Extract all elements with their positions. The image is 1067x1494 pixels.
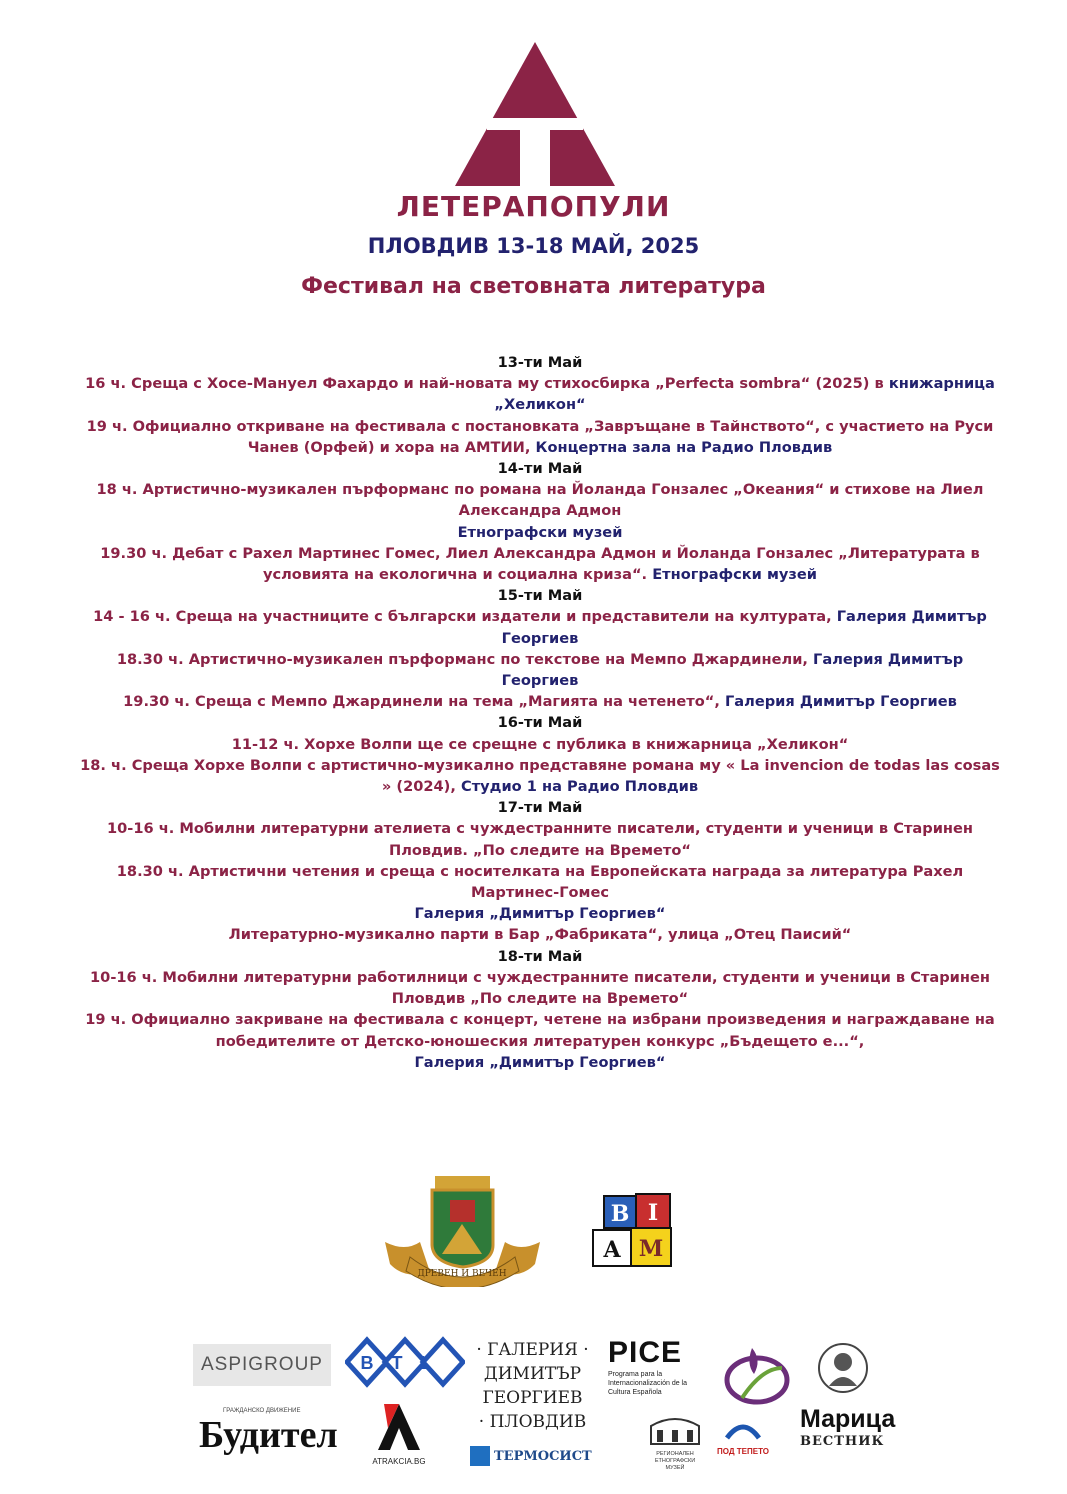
pice-label: PICE <box>608 1336 683 1369</box>
event-line <box>80 670 1000 691</box>
event-line <box>80 394 1000 415</box>
btl-label: BTL <box>360 1353 450 1373</box>
event-line <box>80 840 1000 861</box>
event-text: 10-16 ч. Мобилни литературни работилници с чуждестранните писатели, студенти и ученици в Старинен <box>90 968 990 986</box>
event-line <box>80 967 1000 988</box>
day-heading: 16-ти Май <box>497 714 583 732</box>
gallery-line-3: ГЕОРГИЕВ <box>482 1388 583 1408</box>
gallery-dimitar-georgiev-logo <box>470 1338 595 1434</box>
event-line <box>80 988 1000 1009</box>
festival-dates: ПЛОВДИВ 13-18 МАЙ, 2025 <box>367 234 700 258</box>
event-line <box>80 1009 1000 1030</box>
buditel-logo <box>195 1408 338 1456</box>
event-line <box>80 861 1000 882</box>
venue-text: Георгиев <box>501 629 579 647</box>
event-text: 11-12 ч. Хорхе Волпи ще се срещне с публика в книжарница „Хеликон“ <box>231 735 849 753</box>
biam-letter-m: M <box>638 1236 664 1262</box>
event-text: 19.30 ч. Среща с Мемпо Джардинели на тема „Магията на четенето“, <box>123 693 725 711</box>
pod-tepeto-logo <box>708 1416 778 1456</box>
event-line <box>80 903 1000 924</box>
event-text: 14 - 16 ч. Среща на участниците с български издатели и представители на културата, <box>93 608 837 626</box>
event-text: Литературно-музикално парти в Бар „Фабриката“, улица „Отец Паисий“ <box>228 926 852 944</box>
termosist-label: ТЕРМОСИСТ <box>494 1448 592 1464</box>
foundation-flame-logo <box>722 1340 792 1410</box>
event-text: 19.30 ч. Дебат с Рахел Мартинес Гомес, Лиел Александра Адмон и Йоланда Гонзалес „Литературата в <box>100 544 980 562</box>
event-line <box>80 416 1000 437</box>
coat-of-arms-motto: ДРЕВЕН И ВЕЧЕН <box>417 1269 507 1279</box>
event-line <box>80 776 1000 797</box>
day-heading: 17-ти Май <box>497 799 583 817</box>
venue-text: Етнографски музей <box>457 523 623 541</box>
event-line <box>80 691 1000 712</box>
biam-letter-a: A <box>603 1237 621 1263</box>
event-line <box>80 479 1000 500</box>
day-heading: 13-ти Май <box>497 354 583 371</box>
event-text: Александра Адмон <box>458 502 622 520</box>
pice-logo <box>608 1336 708 1397</box>
atrakcia-logo <box>368 1402 430 1466</box>
btl-logo <box>345 1336 465 1388</box>
event-line <box>80 755 1000 776</box>
venue-text: Студио 1 на Радио Пловдив <box>460 778 699 796</box>
aspigroup-logo <box>193 1344 331 1386</box>
event-line <box>80 924 1000 945</box>
day-heading: 14-ти Май <box>497 460 583 478</box>
ethnographic-museum-logo <box>645 1412 705 1472</box>
event-text: Пловдив. „По следите на Времето“ <box>388 841 691 859</box>
buditel-label: Будител <box>199 1414 338 1456</box>
maritsa-label: Марица <box>800 1405 896 1433</box>
venue-text: Галерия „Димитър Георгиев“ <box>414 1053 666 1071</box>
gallery-line-1: · ГАЛЕРИЯ · <box>476 1340 589 1360</box>
program-schedule <box>80 352 1000 1073</box>
atrakcia-a-icon <box>374 1402 424 1452</box>
event-line <box>80 1031 1000 1052</box>
venue-text: Етнографски музей <box>652 566 818 584</box>
venue-text: „Хеликон“ <box>494 396 586 414</box>
pice-subtitle: Programa para la Internacionalización de la Cultura Española <box>608 1371 687 1396</box>
plovdiv-coat-of-arms <box>380 1172 545 1287</box>
event-line <box>80 564 1000 585</box>
event-line <box>80 649 1000 670</box>
venue-text: Георгиев <box>501 672 579 690</box>
biam-letter-b: B <box>610 1201 630 1227</box>
event-line <box>80 522 1000 543</box>
event-text: Чанев (Орфей) и хора на АМТИИ, <box>247 438 536 456</box>
event-text: 19 ч. Официално закриване на фестивала с концерт, четене на избрани произведения и награждаване на <box>85 1011 995 1029</box>
day-heading: 15-ти Май <box>497 587 583 605</box>
museum-label: РЕГИОНАЛЕН ЕТНОГРАФСКИ МУЗЕЙ <box>654 1451 696 1471</box>
gallery-line-4: · ПЛОВДИВ <box>478 1412 587 1432</box>
event-line <box>80 437 1000 458</box>
event-text: » (2024), <box>381 778 461 796</box>
venue-text: Концертна зала на Радио Пловдив <box>535 438 833 456</box>
event-text: 18 ч. Артистично-музикален пърформанс по романа на Йоланда Гонзалес „Океания“ и стихове на Лиел <box>96 481 984 499</box>
buditel-small-label: ГРАЖДАНСКО ДВИЖЕНИЕ <box>223 1408 301 1414</box>
festival-brand-name: ЛЕТЕРАПОПУЛИ <box>396 190 671 223</box>
atrakcia-label: ATRAKCIA.BG <box>372 1457 426 1466</box>
event-line <box>80 1052 1000 1073</box>
festival-subtitle: Фестивал на световната литература <box>301 274 766 299</box>
event-text: 18. ч. Среща Хорхе Волпи с артистично-музикално представяне романа му « La invencion de todas las cosas <box>80 756 1000 774</box>
event-line <box>80 818 1000 839</box>
day-heading: 18-ти Май <box>497 947 583 965</box>
gallery-line-2: ДИМИТЪР <box>483 1364 582 1384</box>
event-line <box>80 373 1000 394</box>
event-text: 18.30 ч. Артистични четения и среща с носителката на Европейската награда за литература Рахел <box>116 862 964 880</box>
event-text: 10-16 ч. Мобилни литературни ателиета с чуждестранните писатели, студенти и ученици в Старинен <box>106 820 973 838</box>
biam-logo <box>590 1192 675 1270</box>
event-text: условията на екологична и социална криза“. <box>262 566 653 584</box>
event-line <box>80 543 1000 564</box>
event-line <box>80 882 1000 903</box>
venue-text: Галерия Димитър <box>813 650 964 668</box>
event-text: 16 ч. Среща с Хосе-Мануел Фахардо и най-новата му стихосбирка „Perfecta sombra“ (2025) в <box>85 375 889 393</box>
biam-letter-i: I <box>647 1200 659 1226</box>
venue-text: Галерия „Димитър Георгиев“ <box>414 905 666 923</box>
maritsa-sub-label: ВЕСТНИК <box>800 1434 885 1449</box>
event-text: 18.30 ч. Артистично-музикален пърформанс по текстове на Мемпо Джардинели, <box>116 650 814 668</box>
event-line <box>80 500 1000 521</box>
pod-tepeto-label: ПОД ТЕПЕТО <box>716 1447 769 1456</box>
aspigroup-label: ASPIGROUP <box>201 1354 323 1375</box>
museum-building-icon <box>647 1412 703 1446</box>
pod-tepeto-icon <box>723 1416 763 1442</box>
venue-text: Галерия Димитър <box>836 608 987 626</box>
event-line <box>80 628 1000 649</box>
maritsa-logo <box>800 1404 896 1449</box>
event-text: Пловдив „По следите на Времето“ <box>391 990 689 1008</box>
venue-text: Галерия Димитър Георгиев <box>725 693 957 711</box>
event-text: 19 ч. Официално откриване на фестивала с постановката „Завръщане в Тайнството“, с участието на Руси <box>86 417 994 435</box>
event-text: победителите от Детско-юношеския литературен конкурс „Бъдещето е...“, <box>215 1032 865 1050</box>
event-text: Мартинес-Гомес <box>471 884 609 902</box>
termosist-icon <box>470 1446 490 1466</box>
venue-text: книжарница <box>888 375 995 393</box>
paisiy-seal-logo <box>817 1340 869 1400</box>
termosist-logo <box>470 1446 600 1466</box>
event-line <box>80 734 1000 755</box>
event-line <box>80 606 1000 627</box>
